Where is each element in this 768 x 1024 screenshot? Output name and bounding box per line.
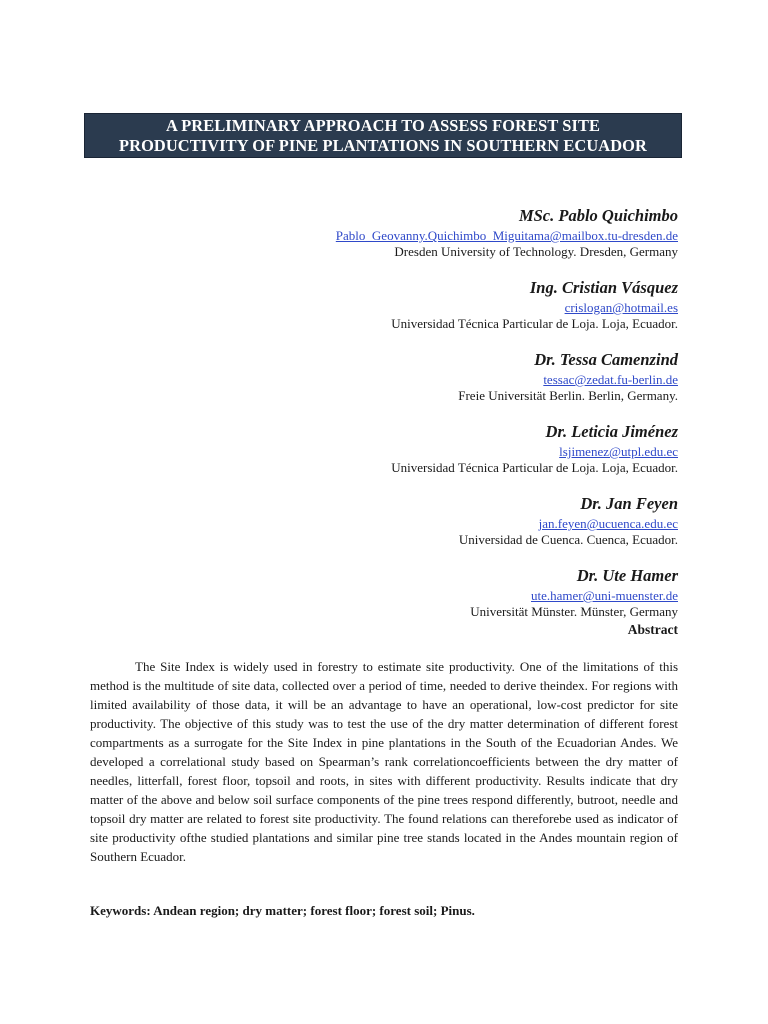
- abstract-text: The Site Index is widely used in forestry to estimate site productivity. One of the limitations of this method is the multitude of site data, collected over a period of time, needed to derive theindex. For regions with limited availability of those data, it will be an advantage to have an operational, low-cost predictor for site productivity. The objective of this study was to test the use of the dry matter determination of different forest compartments as a surrogate for the Site Index in pine plantations in the South of the Ecuadorian Andes. We developed a correlational study based on Spearman’s rank correlationcoefficients between the dry matter of needles, litterfall, forest floor, topsoil and roots, in sites with different productivity. Results indicate that dry matter of the above and below soil surface components of the pine trees respond differently, butroot, needle and topsoil dry matter are related to forest site productivity. The found relations can thereforebe used as indicator of site productivity ofthe studied plantations and similar pine tree stands located in the Andes mountain region of Southern Ecuador.: [90, 659, 678, 864]
- author-affiliation: Universidad Técnica Particular de Loja. Loja, Ecuador.: [391, 460, 678, 475]
- author-email-link[interactable]: ute.hamer@uni-muenster.de: [531, 588, 678, 603]
- author-block: [78, 206, 678, 260]
- title-line-1: A PRELIMINARY APPROACH TO ASSESS FOREST SITE: [165, 115, 601, 135]
- title-line-2: PRODUCTIVITY OF PINE PLANTATIONS IN SOUTHERN ECUADOR: [119, 135, 647, 155]
- author-block: [78, 350, 678, 404]
- author-block: [78, 278, 678, 332]
- author-affiliation: Dresden University of Technology. Dresden, Germany: [394, 244, 678, 259]
- author-affiliation: Universidad Técnica Particular de Loja. Loja, Ecuador.: [391, 316, 678, 331]
- author-email-link[interactable]: Pablo_Geovanny.Quichimbo_Miguitama@mailbox.tu-dresden.de: [335, 228, 678, 243]
- author-email-link[interactable]: lsjimenez@utpl.edu.ec: [559, 444, 678, 459]
- author-name: Dr. Tessa Camenzind: [534, 350, 678, 369]
- author-list: [78, 206, 678, 638]
- author-affiliation: Freie Universität Berlin. Berlin, Germany.: [458, 388, 678, 403]
- keywords: Keywords: Andean region; dry matter; forest floor; forest soil; Pinus.: [90, 903, 475, 918]
- author-affiliation: Universidad de Cuenca. Cuenca, Ecuador.: [458, 532, 678, 547]
- author-block: [78, 494, 678, 548]
- author-name: Dr. Leticia Jiménez: [545, 422, 678, 441]
- author-block: [78, 566, 678, 620]
- author-name: Dr. Ute Hamer: [576, 566, 678, 585]
- author-name: Ing. Cristian Vásquez: [529, 278, 678, 297]
- author-affiliation: Universität Münster. Münster, Germany: [470, 604, 678, 619]
- author-email-link[interactable]: tessac@zedat.fu-berlin.de: [543, 372, 678, 387]
- abstract-heading: Abstract: [627, 622, 678, 637]
- author-name: Dr. Jan Feyen: [580, 494, 678, 513]
- author-email-link[interactable]: jan.feyen@ucuenca.edu.ec: [538, 516, 678, 531]
- author-name: MSc. Pablo Quichimbo: [518, 206, 678, 225]
- author-block: [78, 422, 678, 476]
- author-email-link[interactable]: crislogan@hotmail.es: [564, 300, 678, 315]
- paper-title: [84, 113, 682, 158]
